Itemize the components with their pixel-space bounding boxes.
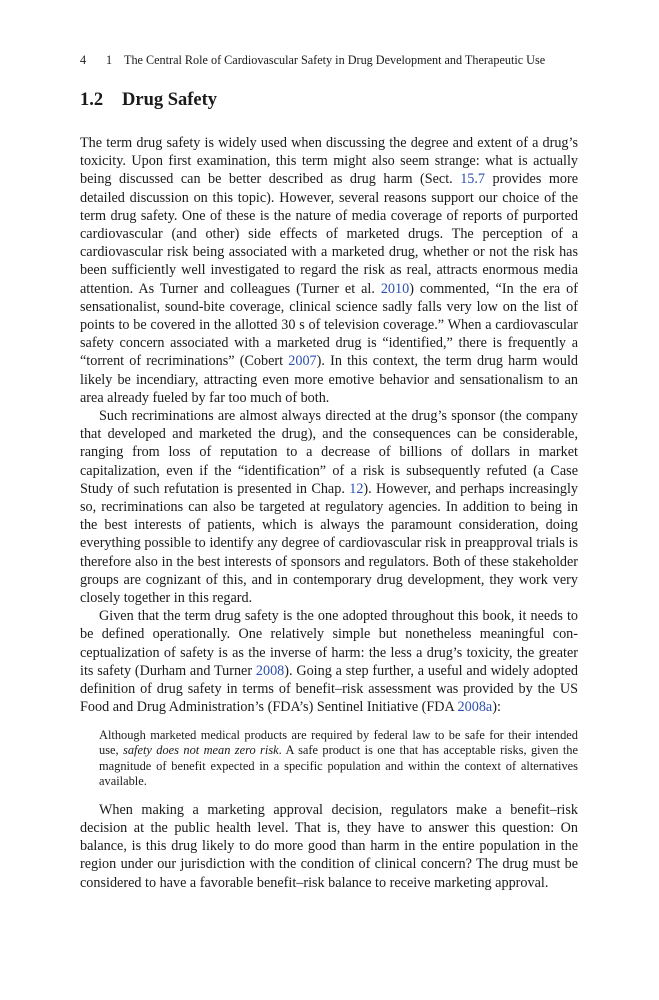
text-run: . A safe product is one that has acceptable risks, given the magnitude of benefit expected in a specific population and within the context of alternatives available. [99,743,578,789]
citation-link[interactable]: 2007 [288,353,317,370]
chapter-number: 1 [106,53,113,67]
section-heading [80,88,217,112]
section-title: Drug Safety [122,90,218,110]
paragraph-4 [80,801,578,892]
text-run: Such recriminations are almost always directed at the drug’s sponsor (the company that developed and marketed the drug), and the consequences can be considerable, ranging from loss of reputation to a decrease of billions of dollars in market capitalization, even if the “identification” of a risk is subsequently refuted (a Case Study of such refutation is presented in Chap. [80,408,578,497]
text-run: Given that the term drug safety is the one adopted throughout this book, it needs to be defined operationally. One relatively simple but nonetheless meaningful conceptualization of safety is as the inverse of harm: the less a drug’s toxicity, the greater its safety (Durham and Turner [80,608,578,679]
citation-link[interactable]: 2008 [255,662,285,679]
text-run: ). In this context, the term drug harm would likely be incendiary, attracting even more emotive behavior and sensationalism to an area already fueled by far too much of both. [80,353,578,406]
paragraph-3 [80,607,578,716]
body-text [80,134,578,892]
chapter-title: The Central Role of Cardiovascular Safety in Drug Development and Therapeutic Use [124,53,546,67]
text-run: The term drug safety is widely used when discussing the degree and extent of a drug’s toxicity. Upon first examination, this term might also seem strange: what is actually being discussed can be better described as drug harm (Sect. [80,135,578,188]
cross-reference-link[interactable]: 15.7 [460,171,486,188]
page-number: 4 [80,53,87,67]
citation-link[interactable]: 2008a [457,699,493,716]
running-header [80,52,580,68]
cross-reference-link[interactable]: 12 [349,480,364,497]
text-run: ) commented, “In the era of sensationalist, sound-bite coverage, clinical science sadly falls very low on the list of points to be covered in the allotted 30 s of television coverage.” When a cardiovascular safety concern associated with a marketed drug is “identified,” there is frequently a “torrent of recriminations” (Cobert [80,280,578,370]
paragraph-2 [80,407,578,607]
text-run: When making a marketing approval decision, regulators make a benefit–risk decision at the public health level. That is, they have to answer this question: On balance, is this drug likely to do more good than harm in the entire population in the region under our jurisdiction with the condition of clinical concern? The drug must be considered to have a favorable benefit–risk balance to receive marketing approval. [80,801,578,891]
text-run: ). Going a step further, a useful and widely adopted definition of drug safety in terms of benefit–risk assessment was provided by the US Food and Drug Administration’s (FDA’s) Sentinel Initiative (FDA [80,662,579,716]
citation-link[interactable]: 2010 [380,280,410,297]
text-run: ): [492,699,501,716]
text-run: ). However, and perhaps increasingly so, recriminations can also be targeted at regulatory agencies. In addition to being in the best interests of patients, which is always the paramount consideration, doing everything possible to identify any degree of cardiovascular risk in preapproval trials is therefore also in the best interests of sponsors and regulators. Both of these stakeholder groups are cognizant of this, and in contemporary drug development, they work very closely together in this regard. [80,480,578,607]
text-run: Although marketed medical products are required by federal law to be safe for their intended use, [99,727,578,758]
section-number: 1.2 [80,90,104,110]
block-quote [99,728,578,790]
text-run: provides more detailed discussion on this topic). However, several reasons support our choice of the term drug safety. One of these is the nature of media coverage of reports of purported cardiovascular (and other) side effects of marketed drugs. The perception of a cardiovascular risk being associated with a marketed drug, whether or not the risk has been sufficiently well investigated to regard the risk as real, attracts enormous media attention. As Turner and colleagues (Turner et al. [80,171,579,297]
paragraph-1 [80,134,578,407]
emphasis-text: safety does not mean zero risk [123,743,279,758]
